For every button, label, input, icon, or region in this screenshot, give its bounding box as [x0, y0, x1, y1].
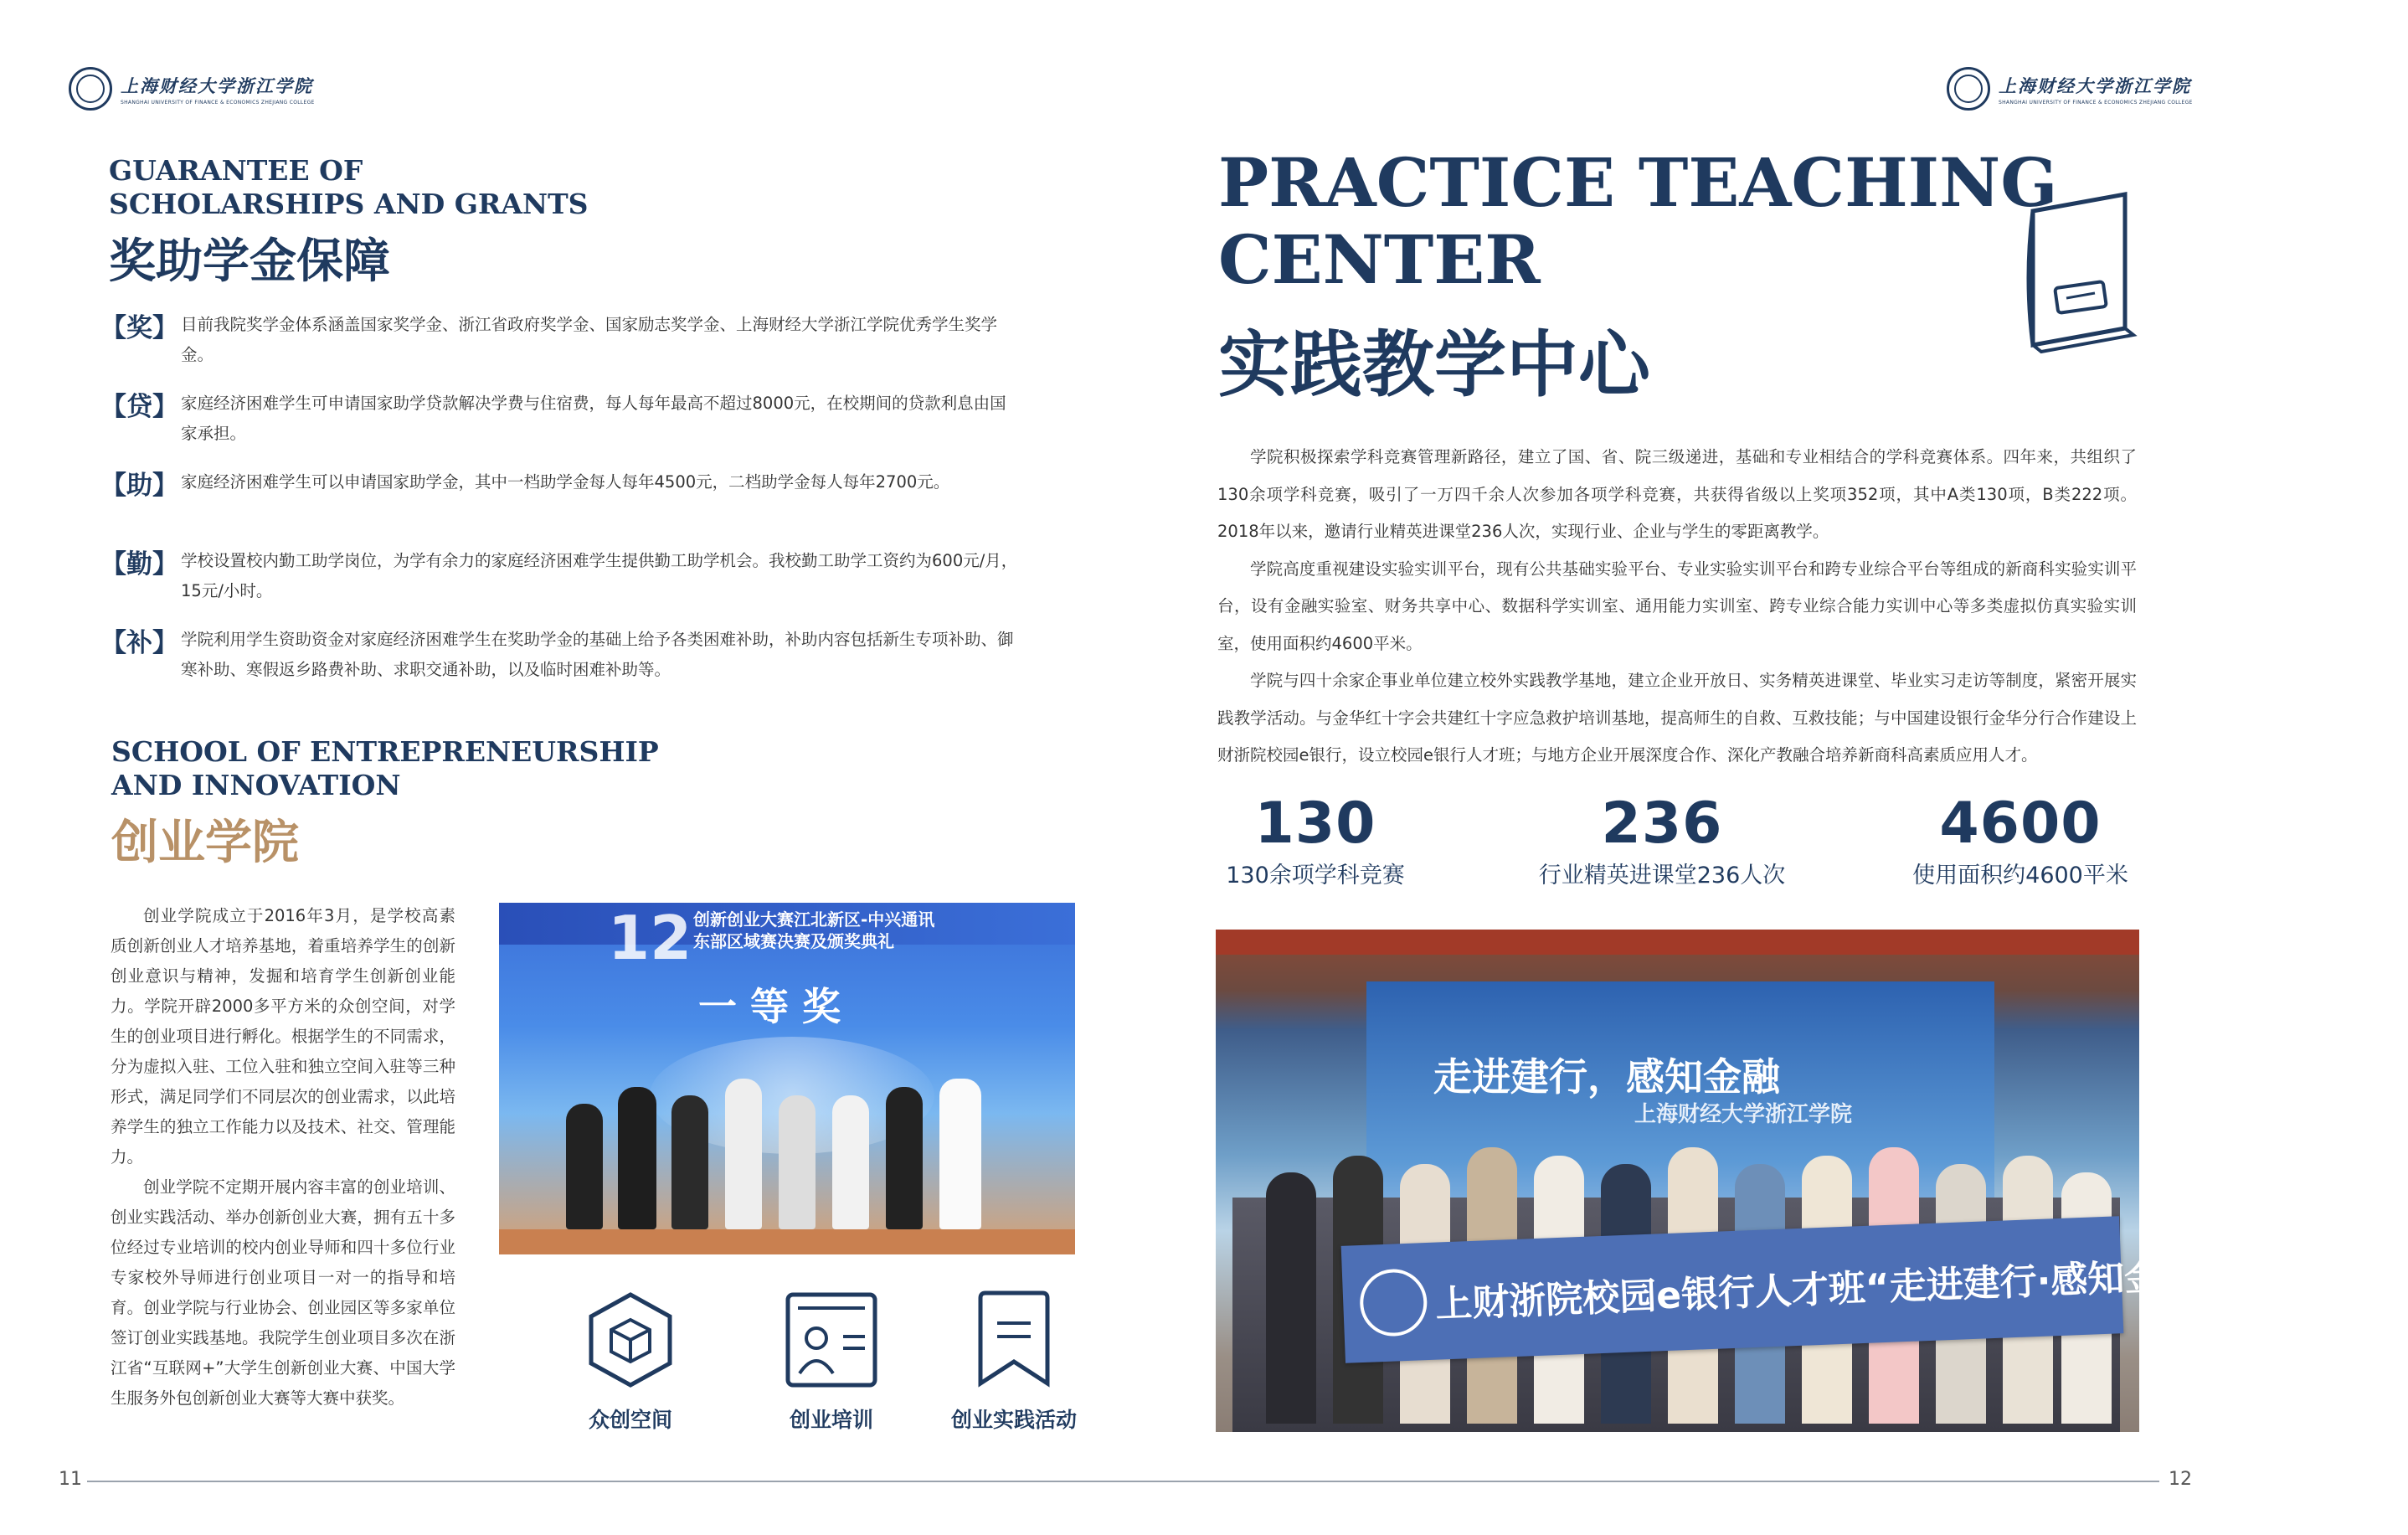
icon-label-training: 创业培训	[789, 1408, 873, 1432]
item-text: 目前我院奖学金体系涵盖国家奖学金、浙江省政府奖学金、国家励志奖学金、上海财经大学浙江学院优秀学生奖学金。	[181, 315, 998, 364]
photo-banner-text: 上财浙院校园e银行人才班“走进建行·感知金融”企业开放日	[1434, 1246, 2407, 1326]
item-key: 【补】	[100, 628, 178, 658]
school-seal-icon	[1947, 67, 1990, 111]
banner-seal-icon	[1359, 1268, 1428, 1337]
icon-item-practice	[926, 1290, 1102, 1434]
entrepreneurship-title-en: SCHOOL OF ENTREPRENEURSHIP AND INNOVATION	[111, 735, 659, 801]
practice-body	[1217, 439, 2137, 775]
photo-screen-line2: 上海财经大学浙江学院	[1634, 1102, 1853, 1127]
item-key: 【助】	[100, 471, 178, 501]
scholarship-title-cn: 奖助学金保障	[109, 234, 390, 289]
photo-banner-line2: 东部区域赛决赛及颁奖典礼	[693, 931, 894, 951]
certificate-icon	[781, 1290, 882, 1390]
logo-english-name: SHANGHAI UNIVERSITY OF FINANCE & ECONOMICS ZHEJIANG COLLEGE	[1999, 99, 2193, 106]
photo-award-text: 一 等 奖	[698, 984, 841, 1029]
item-key: 【奖】	[100, 313, 178, 343]
stat-label: 行业精英进课堂236人次	[1538, 863, 1786, 889]
scholarship-title-en: GUARANTEE OF SCHOLARSHIPS AND GRANTS	[109, 154, 589, 220]
icon-item-training	[743, 1290, 919, 1434]
right-header-logo	[1947, 67, 2193, 111]
practice-paragraph-3: 学院与四十余家企事业单位建立校外实践教学基地，建立企业开放日、实务精英进课堂、毕业实习走访等制度，紧密开展实践教学活动。与金华红十字会共建红十字应急救护培训基地，提高师生的自救、互救技能；与中国建设银行金华分行合作建设上财浙院校园e银行，设立校园e银行人才班；与地方企业开展深度合作、深化产教融合培养新商科高素质应用人才。	[1217, 671, 2137, 765]
photo-banner-line1: 创新创业大赛江北新区-中兴通讯	[693, 909, 935, 930]
book-icon	[2016, 186, 2142, 353]
practice-paragraph-2: 学院高度重视建设实验实训平台，现有公共基础实验平台、专业实验实训平台和跨专业综合平台等组成的新商科实验实训平台，设有金融实验室、财务共享中心、数据科学实训室、通用能力实训室、跨专业综合能力实训中心等多类虚拟仿真实验实训室，使用面积约4600平米。	[1217, 559, 2137, 653]
photo-screen-line1: 走进建行，感知金融	[1433, 1054, 1780, 1100]
entrepreneurship-paragraph-2: 创业学院不定期开展内容丰富的创业培训、创业实践活动、举办创新创业大赛，拥有五十多位经过专业培训的校内创业导师和四十多位行业专家校外导师进行创业项目一对一的指导和培育。创业学院与行业协会、创业园区等多家单位签订创业实践基地。我院学生创业项目多次在浙江省“互联网+”大学生创新创业大赛、中国大学生服务外包创新创业大赛等大赛中获奖。	[111, 1177, 455, 1408]
footer-divider	[87, 1481, 2159, 1482]
practice-title-en: PRACTICE TEACHING CENTER	[1218, 143, 2058, 299]
stat-competitions	[1219, 791, 1412, 889]
icon-label-space: 众创空间	[588, 1408, 672, 1432]
stat-number: 4600	[1939, 791, 2102, 857]
group-photo	[1216, 930, 2407, 1432]
item-text: 学校设置校内勤工助学岗位，为学有余力的家庭经济困难学生提供勤工助学机会。我校勤工助学工资约为600元/月，15元/小时。	[181, 551, 1018, 600]
logo-chinese-name: 上海财经大学浙江学院	[1999, 75, 2191, 96]
practice-title-cn: 实践教学中心	[1218, 323, 1650, 407]
item-text: 家庭经济困难学生可申请国家助学贷款解决学费与住宿费，每人每年最高不超过8000元，在校期间的贷款利息由国家承担。	[181, 394, 1006, 443]
school-seal-icon	[69, 67, 112, 111]
stat-number: 236	[1601, 791, 1723, 857]
item-text: 学院利用学生资助资金对家庭经济困难学生在奖助学金的基础上给予各类困难补助，补助内容包括新生专项补助、御寒补助、寒假返乡路费补助、求职交通补助，以及临时困难补助等。	[181, 630, 1014, 679]
icon-label-practice: 创业实践活动	[950, 1408, 1077, 1432]
stat-area	[1907, 791, 2133, 889]
stat-number: 130	[1254, 791, 1376, 857]
logo-english-name: SHANGHAI UNIVERSITY OF FINANCE & ECONOMICS ZHEJIANG COLLEGE	[121, 99, 315, 106]
photo-banner-number: 12	[608, 903, 692, 973]
stat-lectures	[1524, 791, 1800, 889]
entrepreneurship-paragraph-1: 创业学院成立于2016年3月，是学校高素质创新创业人才培养基地，着重培养学生的创新创业意识与精神，发掘和培育学生创新创业能力。学院开辟2000多平方米的众创空间，对学生的创业项目进行孵化。根据学生的不同需求，分为虚拟入驻、工位入驻和独立空间入驻等三种形式，满足同学们不同层次的创业需求，以此培养学生的独立工作能力以及技术、社交、管理能力。	[111, 906, 455, 1167]
practice-paragraph-1: 学院积极探索学科竞赛管理新路径，建立了国、省、院三级递进，基础和专业相结合的学科竞赛体系。四年来，共组织了130余项学科竞赛，吸引了一万四千余人次参加各项学科竞赛，共获得省级以上奖项352项，其中A类130项，B类222项。2018年以来，邀请行业精英进课堂236人次，实现行业、企业与学生的零距离教学。	[1217, 447, 2137, 541]
page-number-right: 12	[2169, 1469, 2192, 1490]
item-key: 【贷】	[100, 392, 178, 422]
award-ceremony-photo	[499, 903, 1075, 1254]
icon-item-space	[543, 1290, 718, 1434]
bookmark-icon	[972, 1290, 1056, 1390]
logo-chinese-name: 上海财经大学浙江学院	[121, 75, 313, 96]
stat-label: 130余项学科竞赛	[1226, 863, 1405, 889]
stat-label: 使用面积约4600平米	[1912, 863, 2128, 889]
cube-icon	[584, 1290, 677, 1390]
page-number-left: 11	[59, 1469, 82, 1490]
entrepreneurship-title-cn: 创业学院	[111, 816, 299, 870]
item-key: 【勤】	[100, 549, 178, 579]
item-text: 家庭经济困难学生可以申请国家助学金，其中一档助学金每人每年4500元，二档助学金每人每年2700元。	[181, 472, 950, 492]
entrepreneurship-body	[111, 901, 455, 1414]
left-header-logo	[69, 67, 315, 111]
